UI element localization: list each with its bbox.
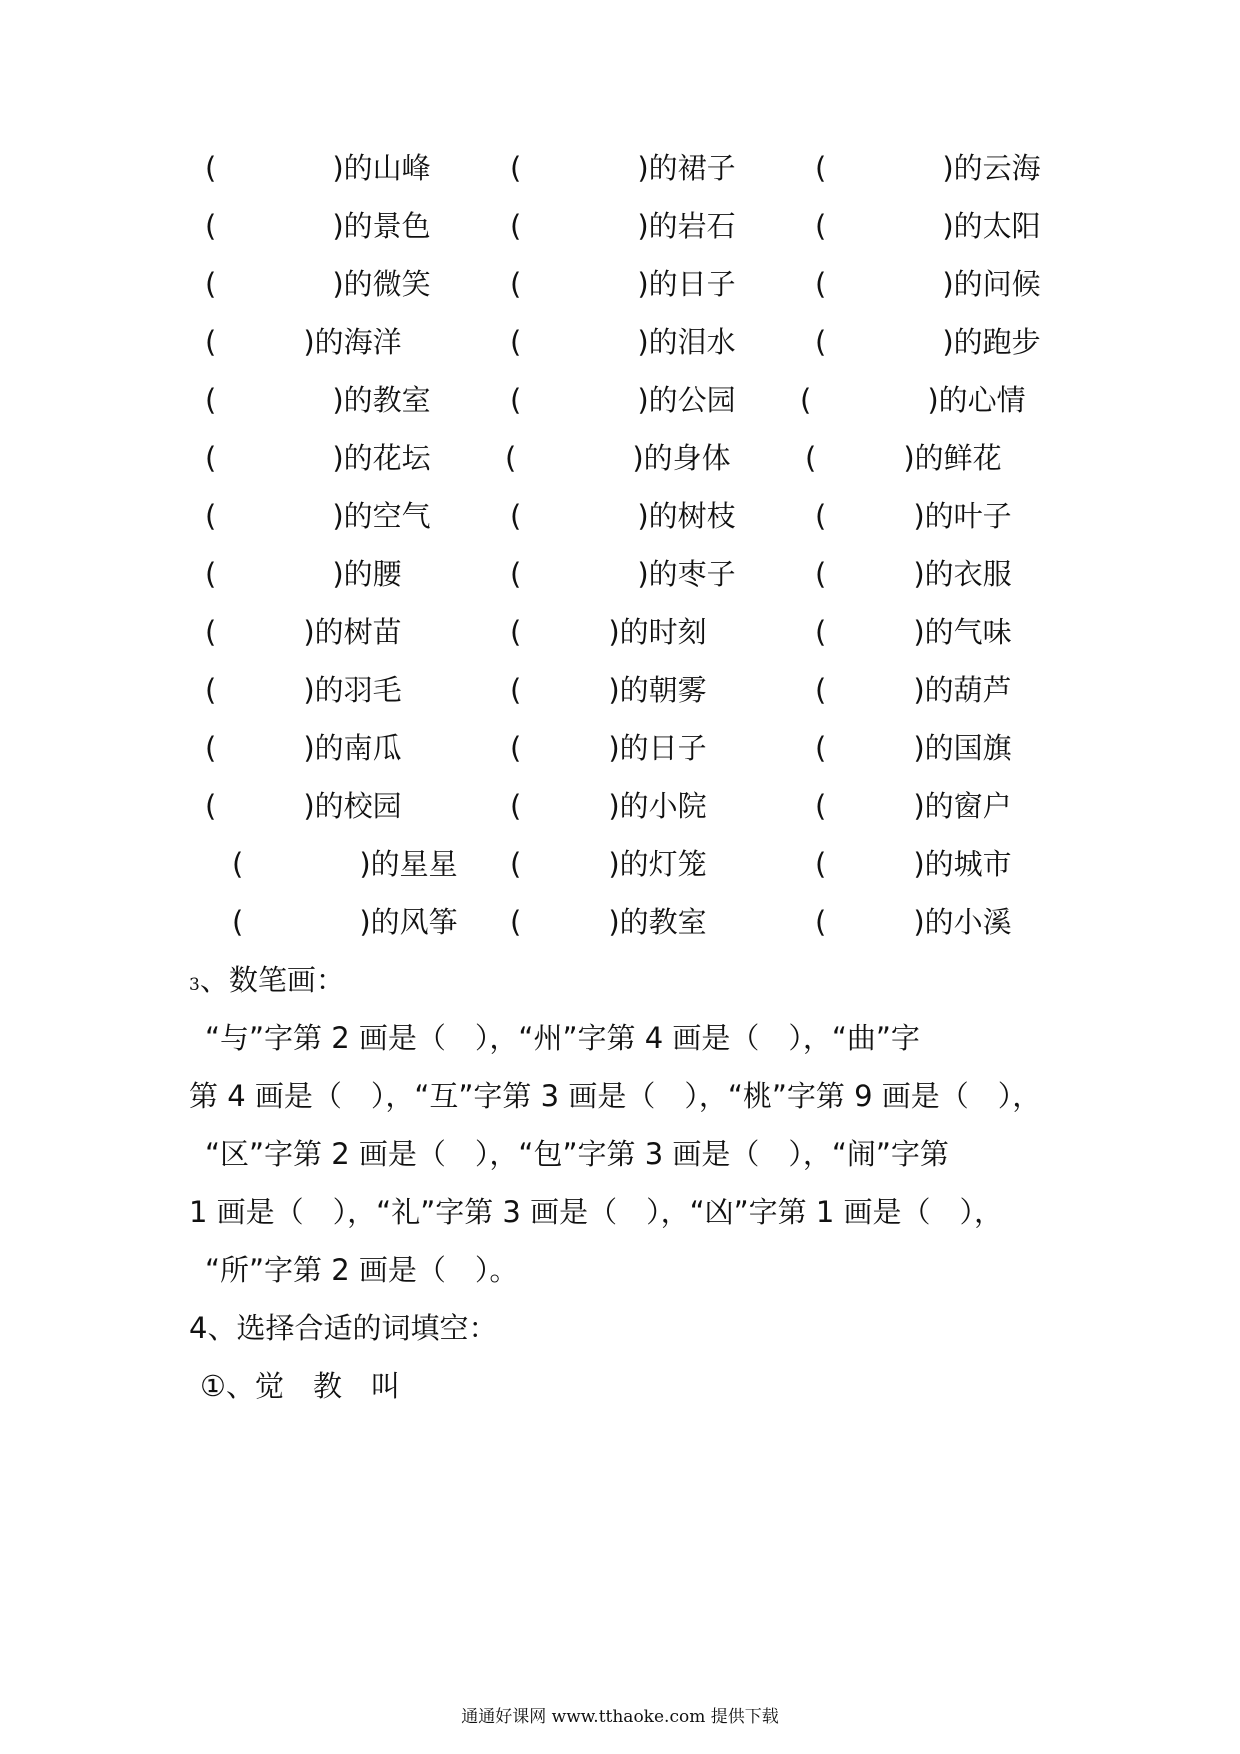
word-pair-cell: ( )的小溪 bbox=[815, 905, 1012, 939]
word-pair-cell: ( )的城市 bbox=[815, 847, 1012, 881]
word-pair-cell: ( )的海洋 bbox=[205, 325, 402, 359]
word-pair-cell: ( )的树苗 bbox=[205, 615, 402, 649]
word-pair-cell: ( )的教室 bbox=[205, 383, 431, 417]
word-pair-cell: ( )的国旗 bbox=[815, 731, 1012, 765]
word-pair-cell: ( )的山峰 bbox=[205, 151, 431, 185]
word-pair-cell: ( )的身体 bbox=[505, 441, 731, 475]
word-pair-cell: ( )的岩石 bbox=[510, 209, 736, 243]
word-pair-cell: ( )的景色 bbox=[205, 209, 431, 243]
word-pair-cell: ( )的空气 bbox=[205, 499, 431, 533]
word-pair-cell: ( )的跑步 bbox=[815, 325, 1041, 359]
section-4-item-1: ①、觉 教 叫 bbox=[200, 1369, 400, 1403]
section-4-heading: 4、选择合适的词填空： bbox=[189, 1311, 498, 1345]
word-pair-cell: ( )的日子 bbox=[510, 731, 707, 765]
word-pair-cell: ( )的灯笼 bbox=[510, 847, 707, 881]
section-3-title: 、数笔画： bbox=[199, 963, 345, 997]
word-pair-cell: ( )的云海 bbox=[815, 151, 1041, 185]
word-pair-cell: ( )的泪水 bbox=[510, 325, 736, 359]
word-pair-cell: ( )的葫芦 bbox=[815, 673, 1012, 707]
section-3-heading bbox=[189, 962, 345, 1003]
word-pair-cell: ( )的南瓜 bbox=[205, 731, 402, 765]
word-pair-cell: ( )的腰 bbox=[205, 557, 402, 591]
word-pair-cell: ( )的羽毛 bbox=[205, 673, 402, 707]
word-pair-cell: ( )的衣服 bbox=[815, 557, 1012, 591]
word-pair-cell: ( )的叶子 bbox=[815, 499, 1012, 533]
word-pair-cell: ( )的时刻 bbox=[510, 615, 707, 649]
word-pair-cell: ( )的树枝 bbox=[510, 499, 736, 533]
word-pair-cell: ( )的问候 bbox=[815, 267, 1041, 301]
word-pair-cell: ( )的小院 bbox=[510, 789, 707, 823]
word-pair-cell: ( )的枣子 bbox=[510, 557, 736, 591]
stroke-line: “区”字第 2 画是（ ），“包”字第 3 画是（ ），“闹”字第 bbox=[205, 1137, 949, 1171]
word-pair-cell: ( )的鲜花 bbox=[805, 441, 1002, 475]
word-pair-cell: ( )的风筝 bbox=[232, 905, 458, 939]
word-pair-cell: ( )的裙子 bbox=[510, 151, 736, 185]
section-3-number: 3 bbox=[189, 975, 200, 995]
word-pair-cell: ( )的气味 bbox=[815, 615, 1012, 649]
word-pair-cell: ( )的公园 bbox=[510, 383, 736, 417]
word-pair-cell: ( )的日子 bbox=[510, 267, 736, 301]
word-pair-cell: ( )的太阳 bbox=[815, 209, 1041, 243]
word-pair-cell: ( )的教室 bbox=[510, 905, 707, 939]
stroke-line: 第 4 画是（ ），“互”字第 3 画是（ ），“桃”字第 9 画是（ ）， bbox=[189, 1079, 1042, 1113]
word-pair-cell: ( )的朝雾 bbox=[510, 673, 707, 707]
word-pair-cell: ( )的花坛 bbox=[205, 441, 431, 475]
word-pair-cell: ( )的心情 bbox=[800, 383, 1026, 417]
word-pair-cell: ( )的校园 bbox=[205, 789, 402, 823]
page-footer: 通通好课网 www.tthaoke.com 提供下载 bbox=[461, 1707, 779, 1727]
word-pair-cell: ( )的星星 bbox=[232, 847, 458, 881]
stroke-line: “与”字第 2 画是（ ），“州”字第 4 画是（ ），“曲”字 bbox=[205, 1021, 920, 1055]
stroke-line: 1 画是（ ），“礼”字第 3 画是（ ），“凶”字第 1 画是（ ）， bbox=[189, 1195, 1004, 1229]
word-pair-cell: ( )的窗户 bbox=[815, 789, 1012, 823]
stroke-line: “所”字第 2 画是（ ）。 bbox=[205, 1253, 519, 1287]
word-pair-cell: ( )的微笑 bbox=[205, 267, 431, 301]
